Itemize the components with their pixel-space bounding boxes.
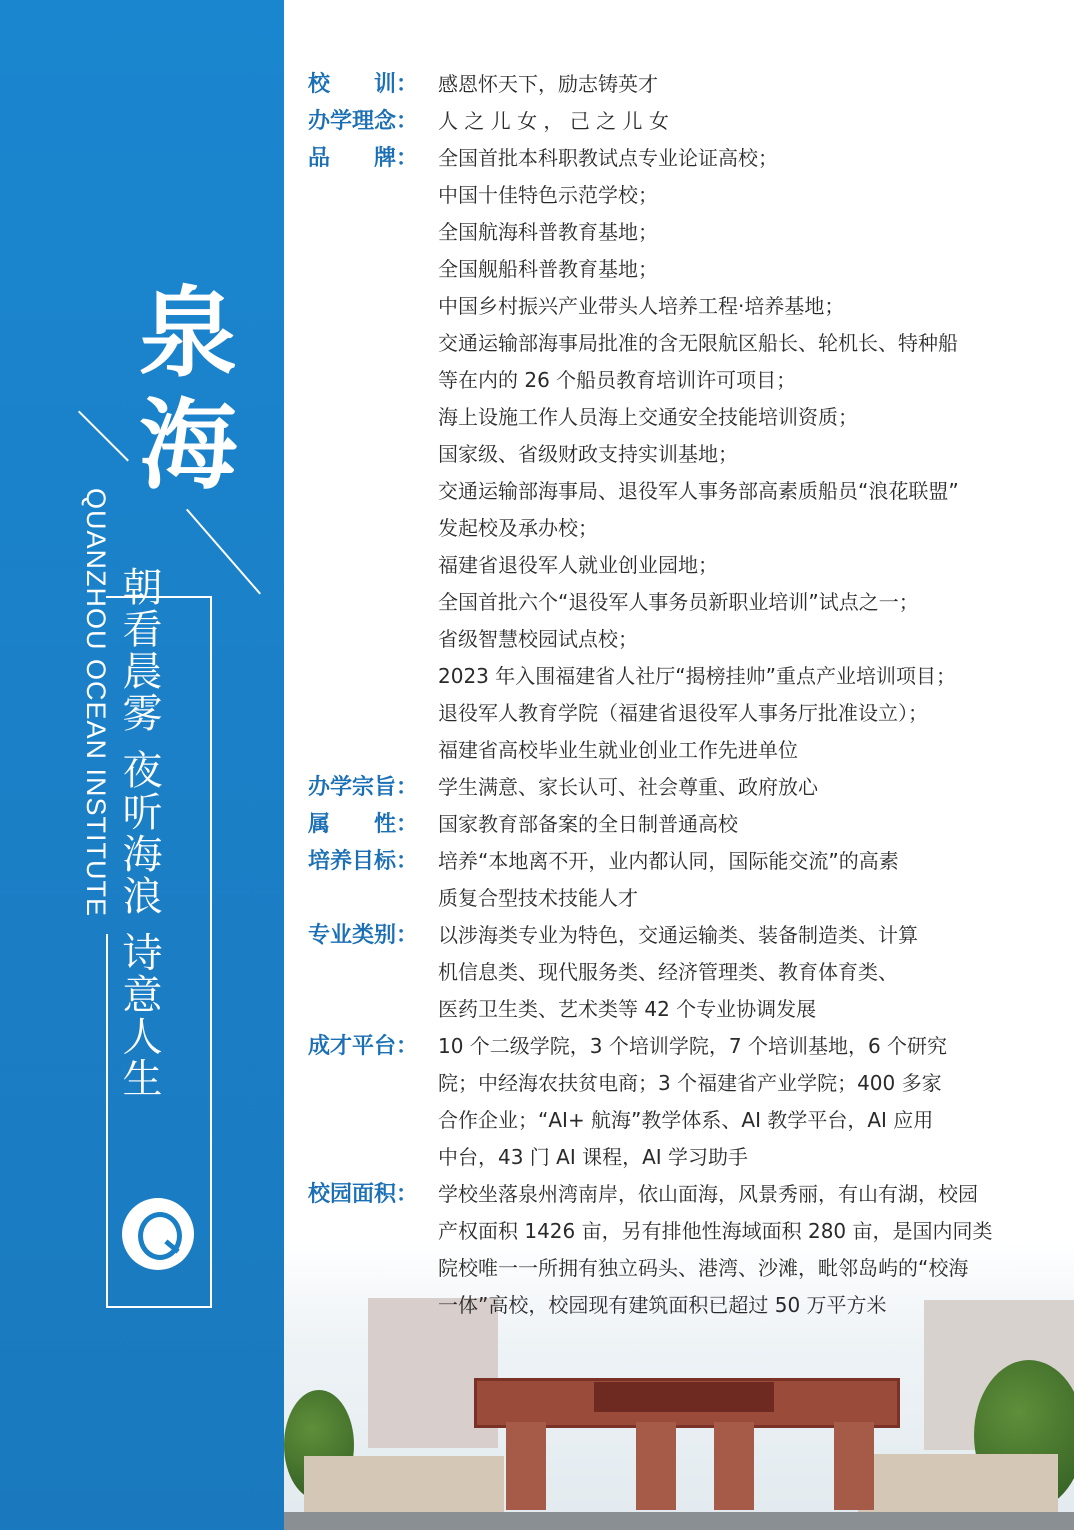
q-logo-icon: [122, 1198, 194, 1270]
section-line: 中国乡村振兴产业带头人培养工程·培养基地；: [438, 294, 845, 318]
section-line: 合作企业；“AI+ 航海”教学体系、AI 教学平台，AI 应用: [438, 1108, 934, 1132]
section-line: 等在内的 26 个船员教育培训许可项目；: [438, 368, 797, 392]
section-label: 品 牌：: [308, 146, 419, 171]
section-line: 退役军人教育学院（福建省退役军人事务厅批准设立）；: [438, 701, 928, 725]
section-line: 人 之 儿 女 ， 己 之 儿 女: [438, 109, 669, 133]
section-line: 院；中经海农扶贫电商；3 个福建省产业学院；400 多家: [438, 1071, 942, 1095]
info-section: [308, 769, 1068, 806]
gate-sign: [594, 1382, 774, 1412]
section-line: 培养“本地离不开，业内都认同，国际能交流”的高素: [438, 849, 899, 873]
section-lines: [438, 806, 1068, 843]
section-line: 10 个二级学院，3 个培训学院，7 个培训基地，6 个研究: [438, 1034, 948, 1058]
section-line: 感恩怀天下，励志铸英才: [438, 72, 658, 96]
section-label: 办学宗旨：: [308, 775, 419, 800]
section-line: 国家教育部备案的全日制普通高校: [438, 812, 738, 836]
section-label: 成才平台：: [308, 1034, 419, 1059]
info-section: [308, 806, 1068, 843]
section-lines: [438, 769, 1068, 806]
info-section: [308, 1176, 1068, 1324]
info-section: [308, 140, 1068, 769]
section-line: 交通运输部海事局、退役军人事务部高素质船员“浪花联盟”: [438, 479, 959, 503]
section-line: 产权面积 1426 亩，另有排他性海域面积 280 亩，是国内同类: [438, 1219, 993, 1243]
section-line: 省级智慧校园试点校；: [438, 627, 638, 651]
decorative-slash: [78, 411, 129, 462]
section-line: 全国首批本科职教试点专业论证高校；: [438, 146, 778, 170]
section-line: 质复合型技术技能人才: [438, 886, 638, 910]
info-section: [308, 843, 1068, 917]
section-line: 学生满意、家长认可、社会尊重、政府放心: [438, 775, 818, 799]
decorative-frame-edge: [106, 934, 108, 1306]
relief-wall-left: [304, 1456, 504, 1514]
road: [284, 1512, 1074, 1530]
relief-wall-right: [858, 1454, 1058, 1514]
section-label: 办学理念：: [308, 109, 419, 134]
gate-pillar: [636, 1422, 676, 1510]
section-lines: [438, 917, 1068, 1028]
section-line: 医药卫生类、艺术类等 42 个专业协调发展: [438, 997, 817, 1021]
section-line: 2023 年入围福建省人社厅“揭榜挂帅”重点产业培训项目；: [438, 664, 956, 688]
section-line: 福建省高校毕业生就业创业工作先进单位: [438, 738, 798, 762]
section-line: 交通运输部海事局批准的含无限航区船长、轮机长、特种船: [438, 331, 958, 355]
gate-pillar: [506, 1422, 546, 1510]
section-lines: [438, 1176, 1068, 1324]
section-line: 中台，43 门 AI 课程，AI 学习助手: [438, 1145, 749, 1169]
section-lines: [438, 140, 1068, 769]
section-line: 院校唯一一所拥有独立码头、港湾、沙滩，毗邻岛屿的“校海: [438, 1256, 969, 1280]
brand-char: 海: [138, 389, 237, 503]
section-line: 全国航海科普教育基地；: [438, 220, 658, 244]
section-line: 以涉海类专业为特色，交通运输类、装备制造类、计算: [438, 923, 918, 947]
english-name: QUANZHOU OCEAN INSTITUTE: [81, 488, 111, 918]
brand-char: 泉: [138, 277, 237, 391]
section-lines: [438, 843, 1068, 917]
section-line: 中国十佳特色示范学校；: [438, 183, 658, 207]
section-lines: [438, 66, 1068, 103]
section-label: 专业类别：: [308, 923, 419, 948]
info-section: [308, 66, 1068, 103]
gate-pillar: [834, 1422, 874, 1510]
info-section: [308, 103, 1068, 140]
section-label: 属 性：: [308, 812, 419, 837]
section-label: 校园面积：: [308, 1182, 419, 1207]
section-label: 培养目标：: [308, 849, 419, 874]
brand-title: [128, 278, 248, 502]
section-lines: [438, 103, 1068, 140]
decorative-slash: [186, 509, 261, 595]
slogan: 朝看晨雾 夜听海浪 诗意人生: [116, 566, 162, 1100]
section-line: 海上设施工作人员海上交通安全技能培训资质；: [438, 405, 858, 429]
section-label: 校 训：: [308, 72, 419, 97]
section-line: 国家级、省级财政支持实训基地；: [438, 442, 738, 466]
info-list: [308, 66, 1068, 1324]
section-line: 机信息类、现代服务类、经济管理类、教育体育类、: [438, 960, 898, 984]
section-line: 学校坐落泉州湾南岸，依山面海，风景秀丽，有山有湖，校园: [438, 1182, 978, 1206]
brand-panel: [0, 0, 284, 1530]
info-section: [308, 917, 1068, 1028]
section-line: 一体”高校，校园现有建筑面积已超过 50 万平方米: [438, 1293, 887, 1317]
info-section: [308, 1028, 1068, 1176]
section-line: 全国首批六个“退役军人事务员新职业培训”试点之一；: [438, 590, 919, 614]
section-lines: [438, 1028, 1068, 1176]
gate-pillar: [714, 1422, 754, 1510]
section-line: 全国舰船科普教育基地；: [438, 257, 658, 281]
section-line: 福建省退役军人就业创业园地；: [438, 553, 718, 577]
section-line: 发起校及承办校；: [438, 516, 598, 540]
